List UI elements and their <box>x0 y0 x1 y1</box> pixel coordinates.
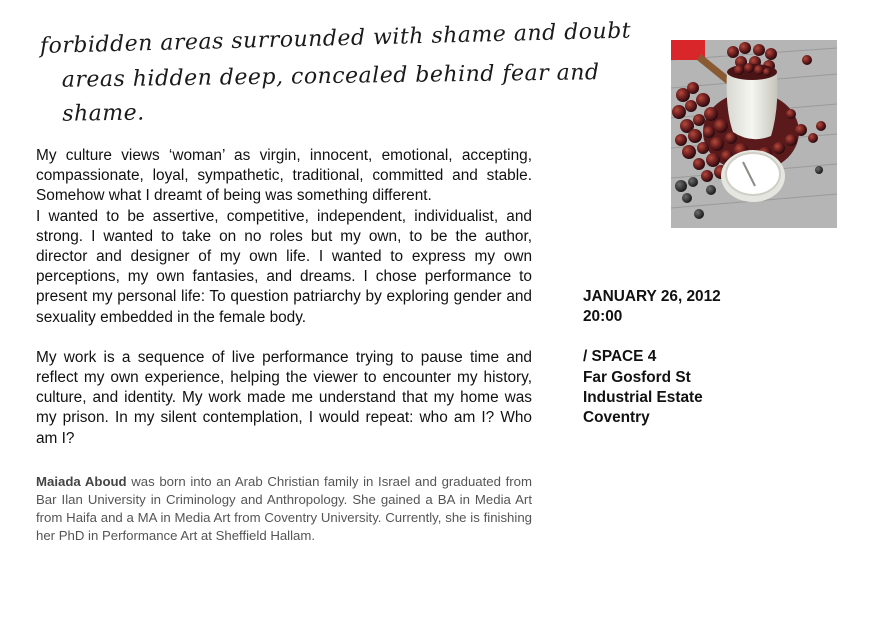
event-estate: Industrial Estate <box>583 388 703 406</box>
handwritten-line-2: areas hidden deep, concealed behind fear and shame. <box>61 60 600 127</box>
statement-text <box>36 146 532 449</box>
statement-paragraph-3: My work is a sequence of live performance trying to pause time and reflect my own experience, helping the viewer to encounter my history, culture, and identity. My work made me understand that my home was my prison. In my silent contemplation, I would repeat: who am I? Who am I? <box>36 348 532 447</box>
event-city: Coventry <box>583 409 650 427</box>
artist-bio-text: was born into an Arab Christian family in Israel and graduated from Bar Ilan University in Criminology and Anthropology. She gained a BA in Media Art from Haifa and a MA in Media Art from Coventry University. Currently, she is finishing her PhD in Performance Art at Sheffield Hallam. <box>36 474 532 543</box>
handwritten-text <box>39 18 660 132</box>
event-date: JANUARY 26, 2012 <box>583 288 721 305</box>
event-venue: / SPACE 4 <box>583 348 657 366</box>
event-street: Far Gosford St <box>583 368 691 386</box>
statement-paragraph-1: My culture views ‘woman’ as virgin, innocent, emotional, accepting, compassionate, loyal, sympathetic, traditional, committed and stable. Somehow what I dreamt of being was something different. <box>36 147 532 205</box>
handwritten-line-1: forbidden areas surrounded with shame and doubt <box>39 18 632 59</box>
statement-paragraph-2: I wanted to be assertive, competitive, independent, individualist, and strong. I wanted to take on no roles but my own, to be the author, director and designer of my own life. I wanted to express my own perceptions, my own fantasies, and dreams. I chose performance to present my personal life: To question patriarchy by exploring gender and sexuality embedded in the female body. <box>36 207 532 326</box>
performance-photo <box>671 40 837 228</box>
artist-bio <box>36 473 532 545</box>
event-time: 20:00 <box>583 308 623 326</box>
event-details <box>583 287 843 428</box>
artist-name: Maiada Aboud <box>36 474 127 489</box>
